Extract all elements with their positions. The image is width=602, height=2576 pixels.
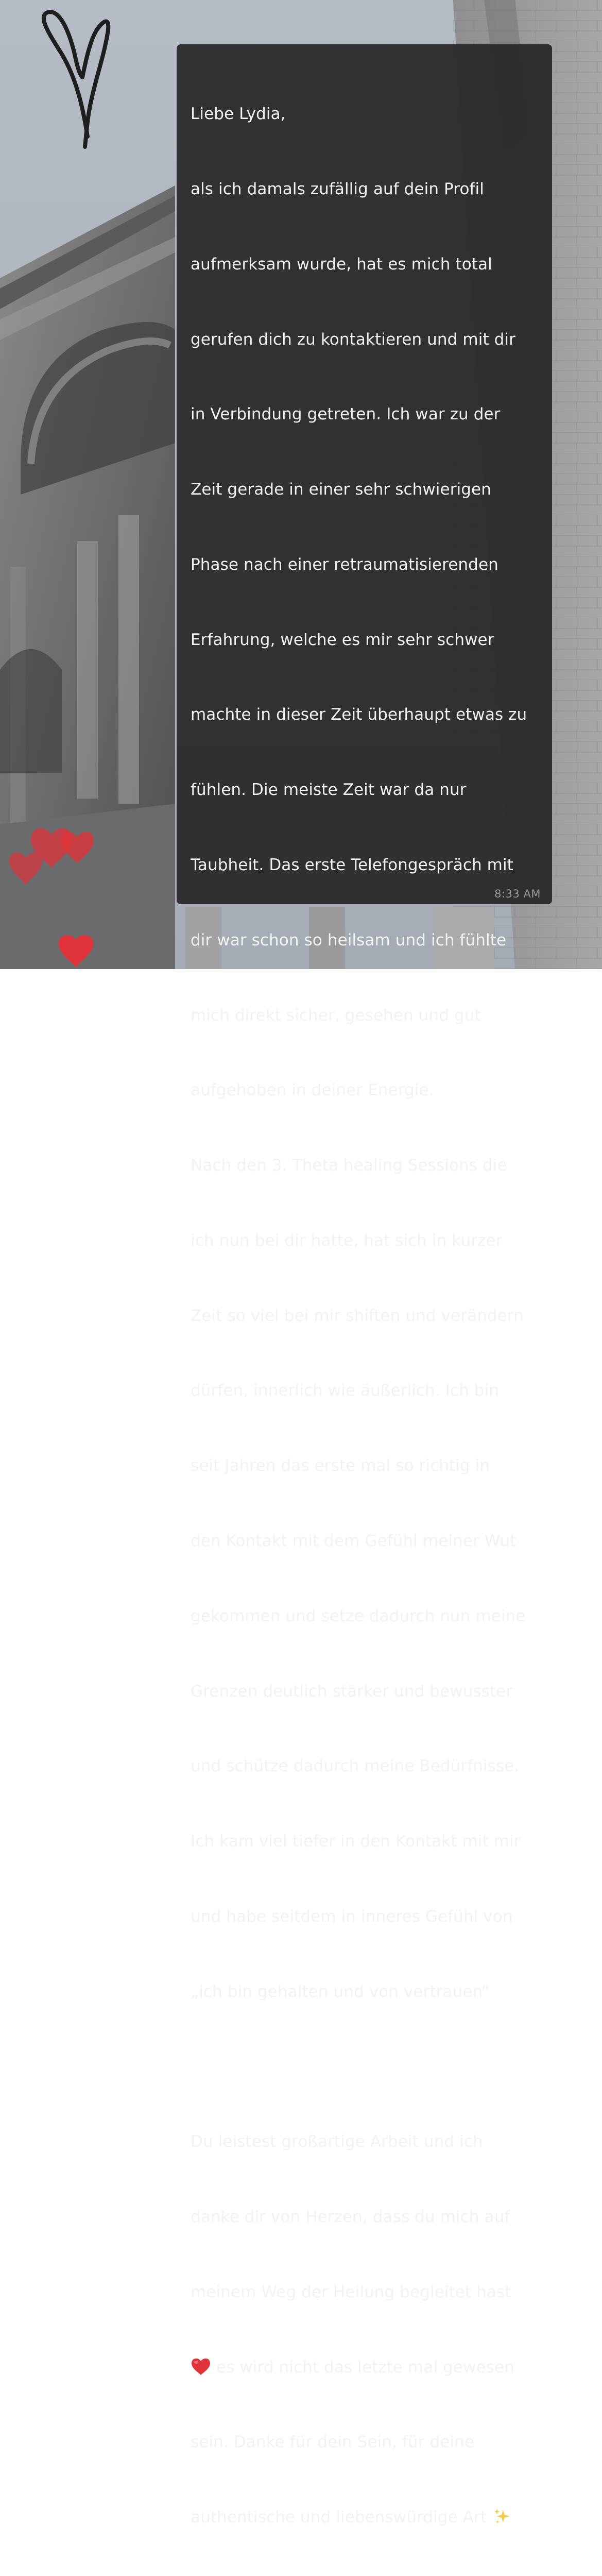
message-bubble[interactable] [177,44,552,2527]
sparkles-emoji-icon [492,2507,512,2526]
message-line: Phase nach einer retraumatisierenden [191,555,498,574]
heart-line-text: es wird nicht das letzte mal gewesen [211,2358,514,2377]
message-line: Grenzen deutlich stärker und bewusster [191,1682,513,1701]
message-line: und schütze dadurch meine Bedürfnisse. [191,1757,520,1776]
message-line: Taubheit. Das erste Telefongespräch mit [191,856,513,874]
message-line-with-heart [191,2355,542,2380]
message-line: sein. Danke für dein Sein, für deine [191,2433,475,2452]
message-line: aufgehoben in deiner Energie. [191,1081,434,1100]
message-line: dürfen, innerlich wie äußerlich. Ich bin [191,1381,500,1400]
message-line: ich nun bei dir hatte, hat sich in kurzer [191,1231,503,1250]
message-line: Liebe Lydia, [191,105,286,124]
message-line: Zeit gerade in einer sehr schwierigen [191,480,491,499]
message-line: gerufen dich zu kontaktieren und mit dir [191,330,515,349]
paragraph-break [191,2055,542,2080]
message-line: mich direkt sicher, gesehen und gut [191,1006,481,1025]
message-line: meinem Weg der Heilung begleitet hast [191,2282,511,2301]
message-line: Zeit so viel bei mir shiften und verändern [191,1306,524,1325]
message-line: als ich damals zufällig auf dein Profil [191,179,484,198]
message-line: dir war schon so heilsam und ich fühlte [191,930,507,950]
message-timestamp: 8:33 AM [494,888,541,900]
message-line: Nach den 3. Theta healing Sessions die [191,1156,507,1175]
message-line: Du leistest großartige Arbeit und ich [191,2132,483,2151]
closing-line-text: authentische und liebenswürdige Art [191,2508,492,2527]
message-line-with-sparkles [191,2505,542,2530]
hand-drawn-heart-icon [36,8,113,147]
message-line: den Kontakt mit dem Gefühl meiner Wut [191,1532,517,1551]
message-line: in Verbindung getreten. Ich war zu der [191,405,501,424]
message-text [191,52,542,2576]
message-line: „ich bin gehalten und von vertrauen“ [191,1982,490,2001]
message-line: machte in dieser Zeit überhaupt etwas zu [191,705,527,724]
message-line: Ich kam viel tiefer in den Kontakt mit mir [191,1832,521,1851]
message-line: Erfahrung, welche es mir sehr schwer [191,630,494,649]
message-line: und habe seitdem in inneres Gefühl von [191,1907,513,1926]
red-hearts-cluster-icon [5,824,98,896]
red-heart-emoji-icon [191,2357,211,2376]
red-heart-icon [57,933,95,969]
message-line: fühlen. Die meiste Zeit war da nur [191,781,467,800]
message-line: aufmerksam wurde, hat es mich total [191,255,492,274]
message-line: seit Jahren das erste mal so richtig in [191,1456,490,1476]
message-line: gekommen und setze dadurch nun meine [191,1606,526,1625]
message-line: danke dir von Herzen, dass du mich auf [191,2208,510,2227]
